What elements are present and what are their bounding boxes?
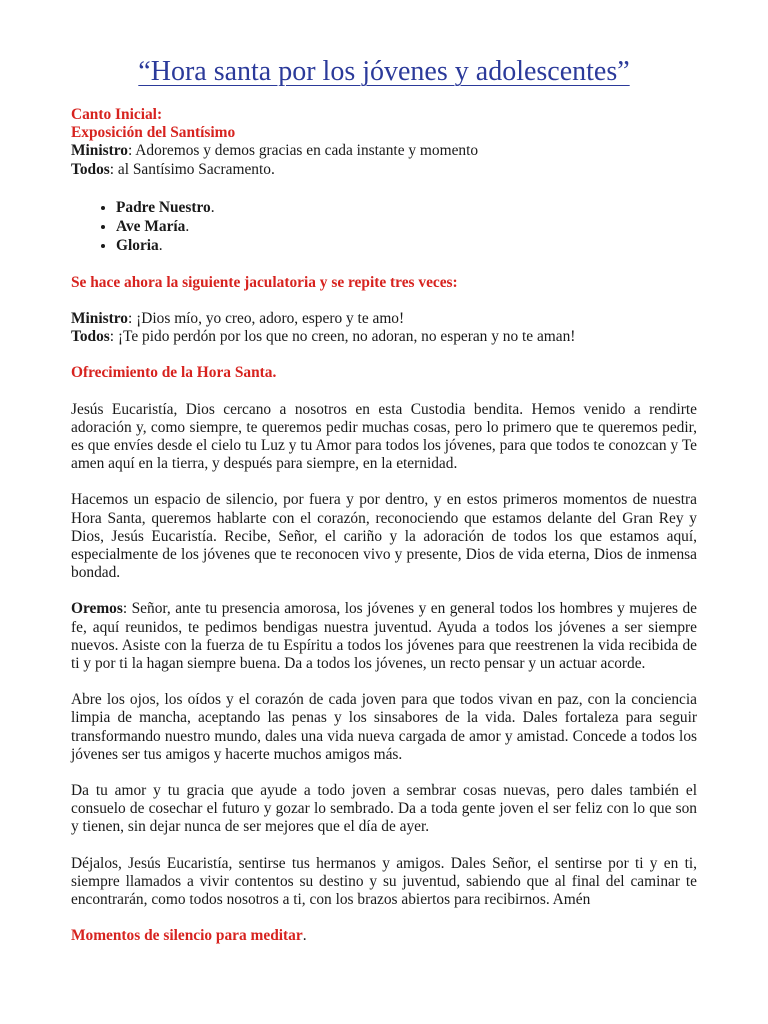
ministro-text: : ¡Dios mío, yo creo, adoro, espero y te amo!: [128, 310, 405, 328]
document-body: [71, 106, 697, 946]
oremos-text: : Señor, ante tu presencia amorosa, los jóvenes y en general todos los hombres y mujeres de fe, aquí reunidos, te pedimos bendigas nuestra juventud. Ayuda a todos los jóvenes a ser siempre nuevos. Asiste con la fuerza de tu Espíritu a todos los jóvenes para que reestrenen la vida recibida de ti y por ti la hagan siempre buena. Da a todos los jóvenes, un recto pensar y un actuar acorde.: [71, 600, 697, 673]
paragraph-da-tu-amor: Da tu amor y tu gracia que ayude a todo joven a sembrar cosas nuevas, pero dales también el consuelo de cosechar el futuro y gozar lo sembrado. Da a toda gente joven el ser feliz con lo que son y tienen, sin dejar nunca de ser mejores que el día de ayer.: [71, 782, 697, 836]
paragraph-jesus-eucaristia: Jesús Eucaristía, Dios cercano a nosotros en esta Custodia bendita. Hemos venido a rendirte adoración y, como siempre, te queremos pedir muchas cosas, pero lo primero que te queremos pedir, es que envíes desde el cielo tu Luz y tu Amor para todos los jóvenes, para que todos te conozcan y Te amen aquí en la tierra, y después para siempre, en la eternidad.: [71, 400, 697, 473]
todos-text: : ¡Te pido perdón por los que no creen, no adoran, no esperan y no te aman!: [109, 328, 576, 346]
silencio-heading: Momentos de silencio para meditar.: [71, 927, 307, 945]
ministro-label: Ministro: [71, 142, 129, 160]
paragraph-dejalos: Déjalos, Jesús Eucaristía, sentirse tus hermanos y amigos. Dales Señor, el sentirse por ti y en ti, siempre llamados a vivir contentos su destino y su juventud, sabiendo que al final del caminar te encontrarán, como todos nosotros a ti, con los brazos abiertos para recibirnos. Amén: [71, 854, 697, 909]
document-title: “Hora santa por los jóvenes y adolescentes”: [138, 56, 630, 87]
oremos-label: Oremos: [71, 600, 123, 618]
paragraph-abre-los-ojos: Abre los ojos, los oídos y el corazón de cada joven para que todos vivan en paz, con la conciencia limpia de mancha, aceptando las penas y los sinsabores de la vida. Dales fortaleza para seguir transformando nuestro mundo, dales una vida nueva cargada de amor y amistad. Concede a todos los jóvenes ser tus amigos y hacerte muchos amigos más.: [71, 691, 697, 763]
exposicion-heading: Exposición del Santísimo: [71, 124, 236, 142]
todos-line-1: [71, 161, 697, 179]
ofrecimiento-heading: Ofrecimiento de la Hora Santa.: [71, 364, 277, 382]
prayer-item: • Ave María.: [116, 217, 697, 236]
jaculatoria-heading: Se hace ahora la siguiente jaculatoria y se repite tres veces:: [71, 273, 458, 291]
paragraph-espacio-silencio: Hacemos un espacio de silencio, por fuera y por dentro, y en estos primeros momentos de nuestra Hora Santa, queremos hablarte con el corazón, reconociendo que estamos delante del Gran Rey y Dios, Jesús Eucaristía. Recibe, Señor, el cariño y la adoración de todos los que estamos aquí, especialmente de los jóvenes que te reconocen vivo y presente, Dios de vida eterna, Dios de inmensa bondad.: [71, 491, 697, 582]
ministro-text: : Adoremos y demos gracias en cada instante y momento: [128, 142, 479, 160]
prayer-item: • Padre Nuestro.: [116, 198, 697, 217]
todos-label: Todos: [71, 160, 110, 178]
ministro-line-2: [71, 310, 697, 328]
prayer-item: • Gloria.: [116, 236, 697, 255]
ministro-label: Ministro: [71, 310, 129, 328]
paragraph-oremos: [71, 600, 697, 673]
todos-label: Todos: [71, 328, 110, 346]
todos-line-2: [71, 328, 697, 346]
todos-text: : al Santísimo Sacramento.: [109, 160, 275, 178]
canto-inicial-heading: Canto Inicial:: [71, 106, 163, 123]
prayer-list: [71, 198, 697, 255]
ministro-line-1: [71, 142, 697, 160]
